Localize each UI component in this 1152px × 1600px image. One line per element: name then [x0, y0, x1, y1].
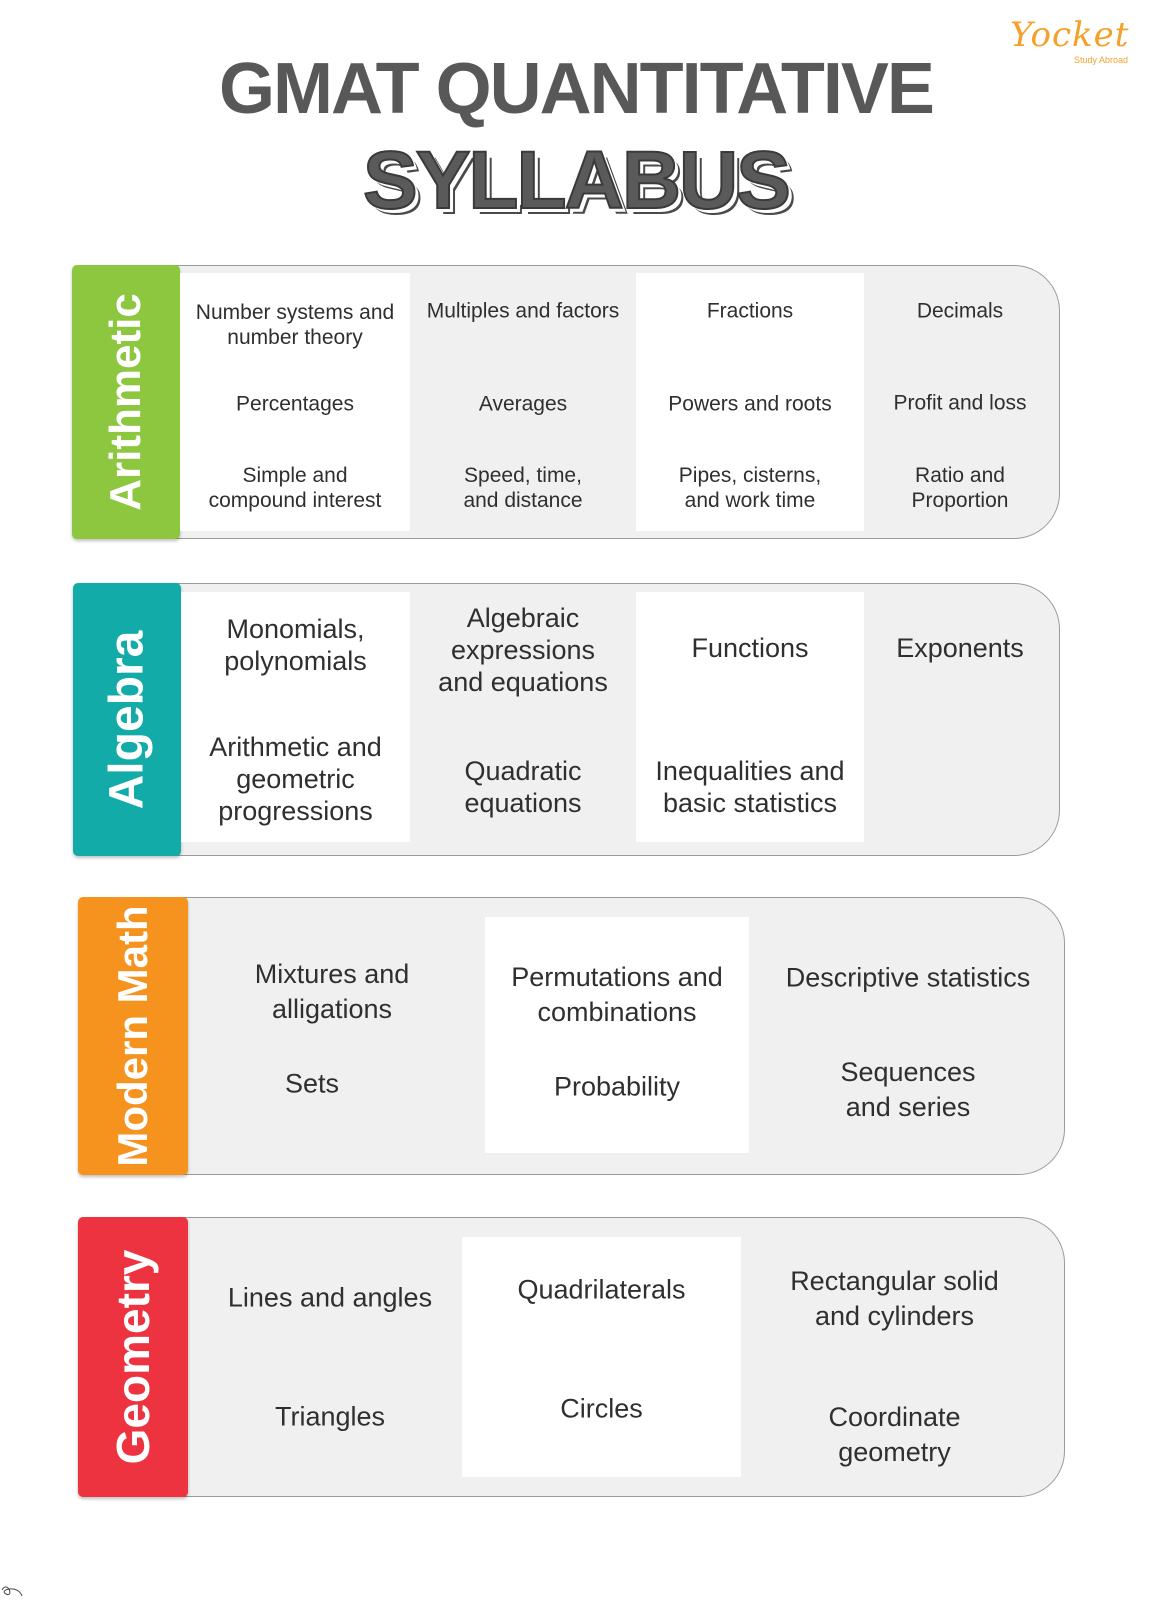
topic-column: [462, 1237, 741, 1477]
page-title-line-1: GMAT QUANTITATIVE: [219, 49, 933, 129]
topic-item: Profit and loss: [893, 391, 1027, 415]
topic-item: Powers and roots: [668, 392, 832, 416]
topic-item: Multiples and factors: [426, 299, 620, 323]
topic-item: Rectangular solid and cylinders: [790, 1265, 999, 1331]
topic-item: Monomials, polynomials: [224, 614, 367, 676]
section-modern-math: [78, 897, 1065, 1175]
section-tab: [78, 1217, 188, 1497]
topic-item: Algebraic expressions and equations: [438, 603, 608, 697]
topic-column: [753, 1237, 1036, 1477]
section-tab: [78, 897, 188, 1175]
topic-item: Permutations and combinations: [511, 961, 723, 1027]
section-tab: [73, 583, 181, 856]
topic-item: Simple and compound interest: [208, 463, 382, 512]
topic-item: Inequalities and basic statistics: [655, 756, 845, 818]
topic-column: [864, 592, 1056, 842]
topic-item: Speed, time, and distance: [463, 463, 583, 512]
section-geometry: [78, 1217, 1065, 1497]
topic-item: Percentages: [236, 392, 354, 416]
topic-item: Arithmetic and geometric progressions: [209, 732, 382, 826]
topic-column: [768, 917, 1048, 1153]
topic-column: [410, 592, 636, 842]
topic-column: [181, 592, 410, 842]
topic-item: Circles: [560, 1393, 643, 1424]
page-title-line-2: SYLLABUS: [363, 135, 789, 226]
topic-item: Sets: [284, 1068, 340, 1099]
topic-column: [198, 1237, 462, 1477]
topic-item: Exponents: [896, 633, 1024, 664]
logo-tagline: Study Abroad: [1073, 55, 1128, 65]
scribble-mark: [0, 1560, 30, 1600]
topic-item: Functions: [691, 633, 809, 664]
section-label: Algebra: [100, 630, 154, 809]
topic-item: Probability: [553, 1071, 681, 1102]
section-tab: [72, 265, 180, 539]
topic-item: Averages: [478, 392, 568, 416]
section-label: Geometry: [107, 1249, 159, 1465]
topic-item: Sequences and series: [840, 1056, 976, 1122]
topic-item: Ratio and Proportion: [911, 463, 1009, 512]
topic-column: [198, 917, 466, 1153]
topic-item: Decimals: [916, 299, 1004, 323]
section-label: Arithmetic: [101, 293, 150, 511]
section-label: Modern Math: [109, 905, 156, 1167]
topic-item: Fractions: [706, 299, 794, 323]
topic-item: Descriptive statistics: [785, 962, 1031, 993]
topic-column: [636, 273, 864, 531]
logo-wordmark: Yocket: [1010, 15, 1130, 55]
topic-item: Quadratic equations: [464, 756, 582, 818]
topic-column: [180, 273, 410, 531]
topic-column: [410, 273, 636, 531]
topic-column: [636, 592, 864, 842]
topic-item: Lines and angles: [227, 1282, 433, 1313]
topic-item: Mixtures and alligations: [254, 958, 410, 1024]
topic-column: [485, 917, 749, 1153]
topic-item: Pipes, cisterns, and work time: [678, 463, 822, 512]
section-algebra: [73, 583, 1060, 856]
topic-item: Coordinate geometry: [828, 1401, 961, 1467]
topic-item: Triangles: [274, 1401, 386, 1432]
topic-item: Quadrilaterals: [517, 1274, 686, 1305]
topic-item: Number systems and number theory: [195, 300, 395, 349]
section-arithmetic: [72, 265, 1060, 539]
topic-column: [864, 273, 1056, 531]
